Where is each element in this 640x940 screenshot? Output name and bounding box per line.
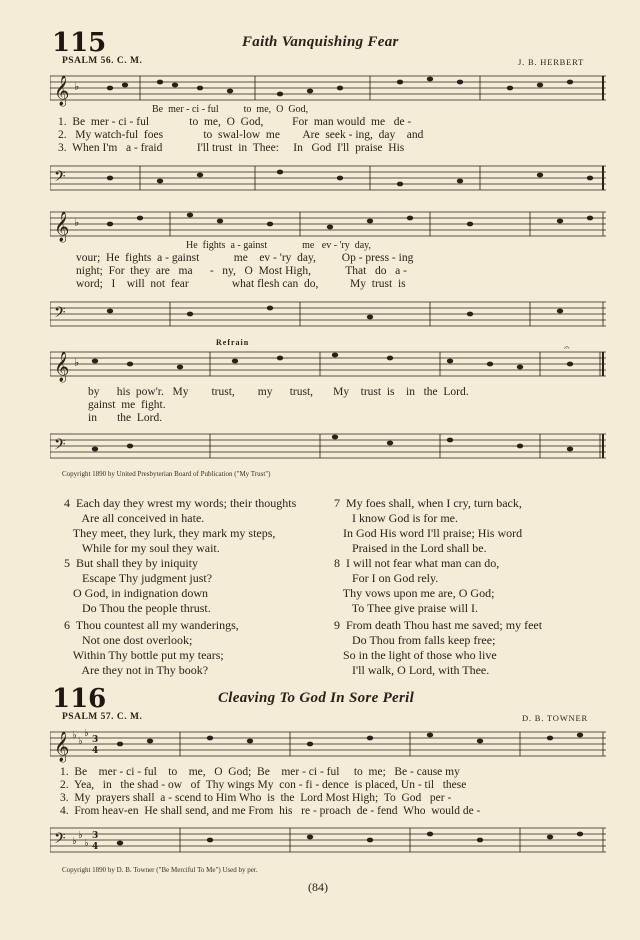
hymn-116-line2: 2. Yea, in the shad - ow of Thy wings My con - fi - dence is placed, Un - til these: [60, 779, 467, 791]
hymn-115-3-line1: by his pow'r. My trust, my trust, My trust is in the Lord.: [88, 386, 469, 398]
hymn-116-line4: 4. From heav-en He shall send, and me From his re - proach de - fend Who would de -: [60, 805, 481, 817]
svg-text:3: 3: [92, 831, 99, 841]
svg-text:3: 3: [92, 735, 99, 745]
hymn-115-composer: J. B. HERBERT: [518, 57, 585, 67]
hymn-115-title: Faith Vanquishing Fear: [242, 34, 399, 50]
svg-text:𝄞: 𝄞: [54, 352, 70, 382]
hymn-115-copyright: Copyright 1890 by United Presbyterian Board of Publication ("My Trust"): [62, 470, 271, 478]
verse-6: 6 Thou countest all my wanderings, Not one dost overlook; Within Thy bottle put my tears; Are they not in Thy book?: [64, 618, 239, 677]
staff-115-3-treble: [50, 344, 606, 384]
svg-text:♭: ♭: [74, 356, 80, 369]
staff-115-1-treble: [50, 68, 606, 108]
staff-115-2-treble: [50, 204, 606, 244]
svg-text:𝄢: 𝄢: [54, 436, 66, 457]
hymn-116-copyright: Copyright 1890 by D. B. Towner ("Be Merciful To Me") Used by per.: [62, 866, 258, 874]
svg-text:4: 4: [92, 842, 99, 852]
hymn-115-1-echo: Be mer - ci - ful to me, O God,: [152, 104, 309, 115]
hymn-115-2-echo: He fights a - gainst me ev - 'ry day,: [186, 240, 371, 251]
svg-text:𝄞: 𝄞: [54, 212, 70, 242]
svg-text:𝄢: 𝄢: [54, 168, 66, 189]
svg-text:𝄞: 𝄞: [54, 76, 70, 106]
hymn-116-line1: 1. Be mer - ci - ful to me, O God; Be mer - ci - ful to me; Be - cause my: [60, 766, 460, 778]
verse-4: 4 Each day they wrest my words; their thoughts Are all conceived in hate. They meet, they lurk, they mark my steps, While for my soul they wait.: [64, 496, 297, 555]
page-number: (84): [308, 880, 328, 894]
hymn-116-meter: PSALM 57. C. M.: [62, 712, 143, 722]
svg-text:𝄢: 𝄢: [54, 304, 66, 325]
hymn-115-2-line2: night; For they are ma - ny, O Most High, That do a -: [76, 265, 407, 277]
staff-116-bass: [50, 820, 606, 860]
verse-5: 5 But shall they by iniquity Escape Thy judgment just? O God, in indignation down Do Thou the people thrust.: [64, 556, 213, 615]
svg-text:4: 4: [92, 746, 99, 756]
refrain-label: Refrain: [216, 338, 250, 347]
svg-text:♭: ♭: [78, 736, 83, 747]
svg-text:♭: ♭: [74, 216, 80, 229]
hymn-115-number: 115: [52, 28, 107, 58]
hymn-116-composer: D. B. TOWNER: [522, 713, 588, 723]
hymn-115-3-line3: in the Lord.: [88, 412, 163, 424]
staff-115-3-bass: [50, 428, 606, 466]
hymn-115-2-line3: word; I will not fear what flesh can do, My trust is: [76, 278, 406, 290]
svg-text:♭: ♭: [72, 730, 77, 741]
hymn-116-title: Cleaving To God In Sore Peril: [218, 690, 415, 706]
hymn-115-1-line1: 1. Be mer - ci - ful to me, O God, For man would me de -: [58, 116, 412, 128]
staff-115-2-bass: [50, 296, 606, 334]
svg-text:𝄢: 𝄢: [54, 830, 66, 851]
verse-9: 9 From death Thou hast me saved; my feet Do Thou from falls keep free; So in the light of those who live I'll walk, O Lord, with Thee.: [334, 618, 543, 677]
hymn-116-number: 116: [52, 684, 107, 714]
svg-text:♭: ♭: [72, 836, 77, 847]
svg-text:♭: ♭: [84, 838, 89, 849]
hymn-115-1-line2: 2. My watch-ful foes to swal-low me Are seek - ing, day and: [58, 129, 424, 141]
verse-7: 7 My foes shall, when I cry, turn back, I know God is for me. In God His word I'll praise; His word Praised in the Lord shall be.: [334, 496, 523, 555]
hymn-116-line3: 3. My prayers shall a - scend to Him Who is the Lord Most High; To God per -: [60, 792, 452, 804]
svg-text:♭: ♭: [78, 830, 83, 841]
svg-text:♭: ♭: [84, 728, 89, 739]
hymn-115-2-line1: vour; He fights a - gainst me ev - 'ry day, Op - press - ing: [76, 252, 414, 264]
svg-text:𝄞: 𝄞: [54, 732, 70, 762]
svg-text:𝄐: 𝄐: [564, 344, 570, 354]
hymn-115-meter: PSALM 56. C. M.: [62, 56, 143, 66]
hymn-115-1-line3: 3. When I'm a - fraid I'll trust in Thee: In God I'll praise His: [58, 142, 405, 154]
verse-8: 8 I will not fear what man can do, For I on God rely. Thy vows upon me are, O God; To Thee give praise will I.: [334, 556, 500, 615]
svg-text:♭: ♭: [74, 80, 80, 93]
staff-115-1-bass: [50, 160, 606, 198]
hymn-115-3-line2: gainst me fight.: [88, 399, 166, 411]
staff-116-treble: [50, 724, 606, 764]
